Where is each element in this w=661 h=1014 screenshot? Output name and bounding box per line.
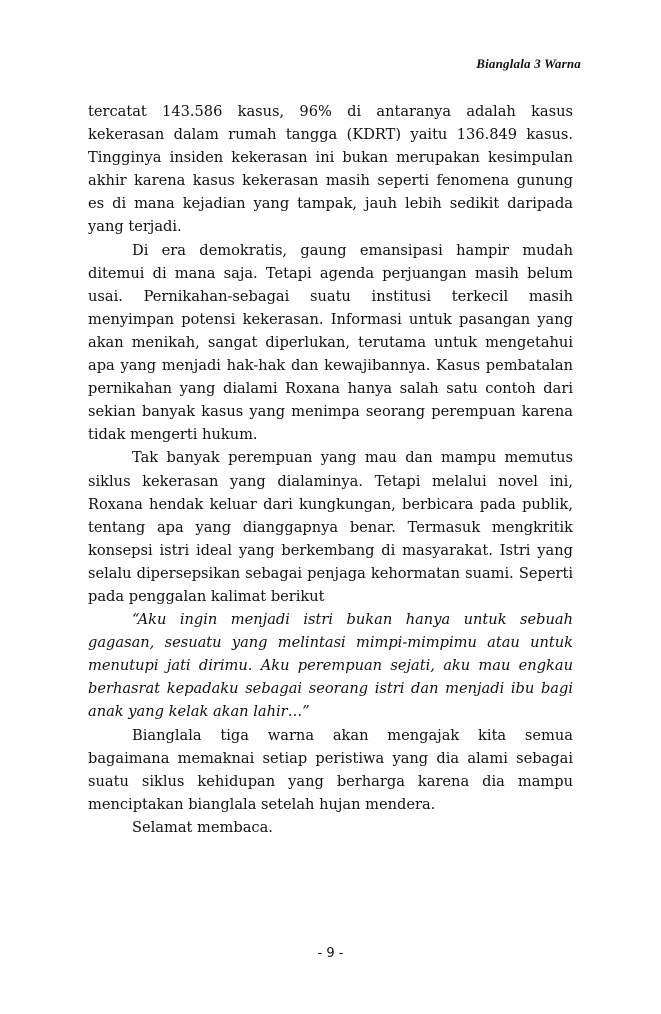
page-number: - 9 - xyxy=(317,946,344,961)
paragraph-roxana: Tak banyak perempuan yang mau dan mampu memutus siklus kekerasan yang dialaminya. Tetapi melalui novel ini, Roxana hendak keluar dari kungkungan, berbicara pada publik, tentang apa yang dianggapnya benar. Termasuk mengkritik konsepsi istri ideal yang berkembang di masyarakat. Istri yang selalu dipersepsikan sebagai penjaga kehormatan suami. Seperti pada penggalan kalimat berikut xyxy=(88,449,573,605)
page-body xyxy=(88,100,573,839)
paragraph-bianglala: Bianglala tiga warna akan mengajak kita semua bagaimana memaknai setiap peristiwa yang dia alami sebagai suatu siklus kehidupan yang berharga karena dia mampu menciptakan bianglala setelah hujan mendera. xyxy=(88,726,573,813)
quote-excerpt: “Aku ingin menjadi istri bukan hanya untuk sebuah gagasan, sesuatu yang melintasi mimpi-mimpimu atau untuk menutupi jati dirimu. Aku perempuan sejati, aku mau engkau berhasrat kepadaku sebagai seorang istri dan menjadi ibu bagi anak yang kelak akan lahir…” xyxy=(88,611,573,721)
paragraph-statistics: tercatat 143.586 kasus, 96% di antaranya adalah kasus kekerasan dalam rumah tangga (KDRT) yaitu 136.849 kasus. Tingginya insiden kekerasan ini bukan merupakan kesimpulan akhir karena kasus kekerasan masih seperti fenomena gunung es di mana kejadian yang tampak, jauh lebih sedikit daripada yang terjadi. xyxy=(88,103,573,236)
paragraph-democracy: Di era demokratis, gaung emansipasi hampir mudah ditemui di mana saja. Tetapi agenda perjuangan masih belum usai. Pernikahan-sebagai suatu institusi terkecil masih menyimpan potensi kekerasan. Informasi untuk pasangan yang akan menikah, sangat diperlukan, terutama untuk mengetahui apa yang menjadi hak-hak dan kewajibannya. Kasus pembatalan pernikahan yang dialami Roxana hanya salah satu contoh dari sekian banyak kasus yang menimpa seorang perempuan karena tidak mengerti hukum. xyxy=(88,241,573,444)
running-header: Bianglala 3 Warna xyxy=(476,56,581,71)
paragraph-closing: Selamat membaca. xyxy=(132,818,273,836)
